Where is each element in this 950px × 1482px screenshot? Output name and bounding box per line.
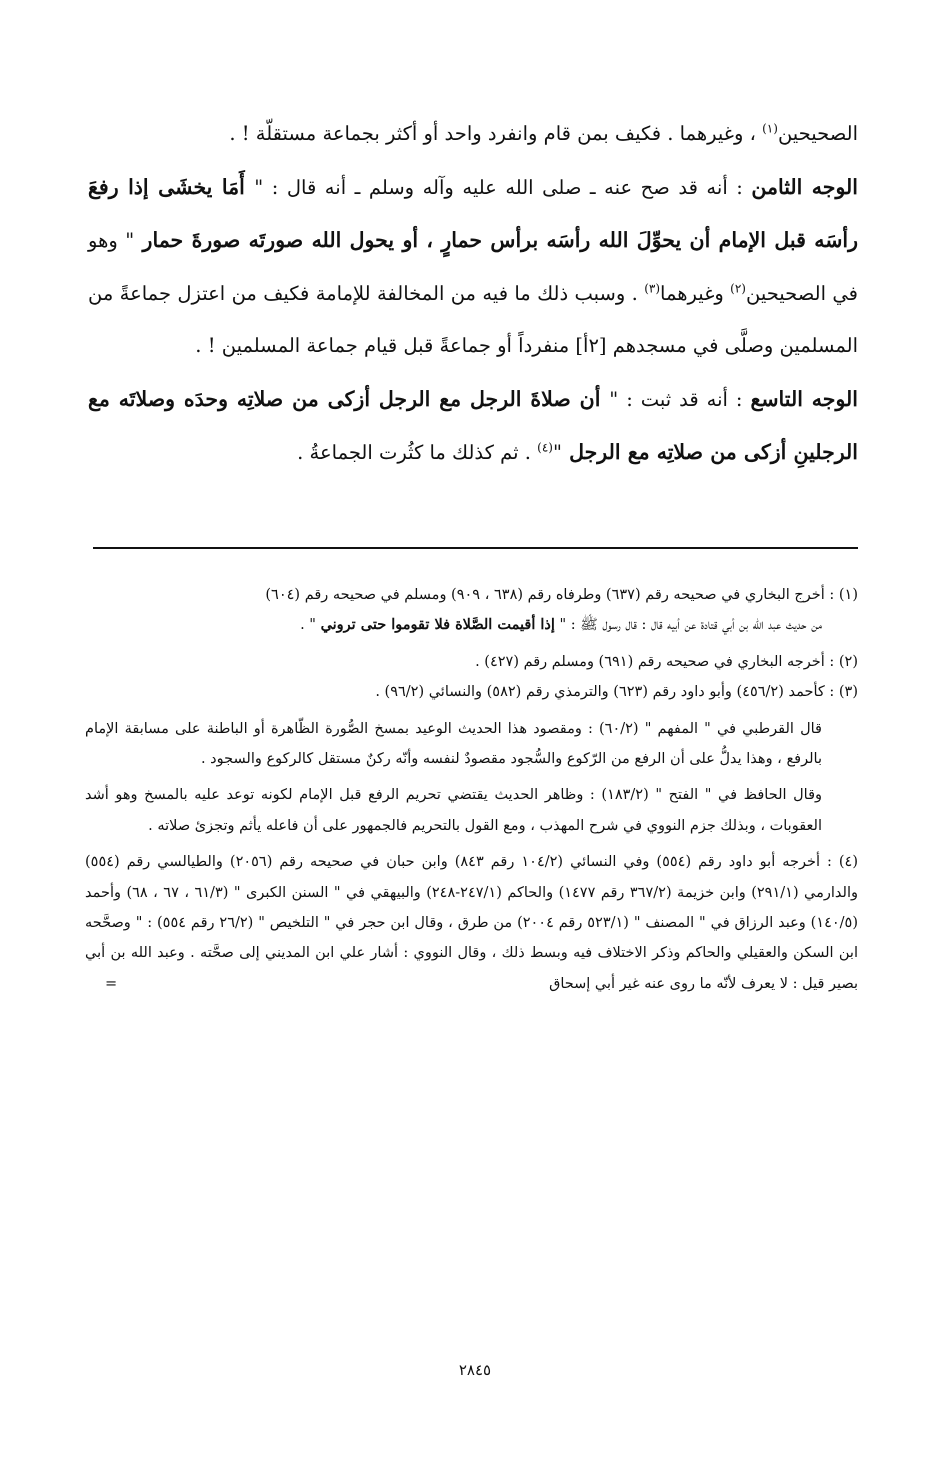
hadith-text-2: أن صلاةَ الرجل مع الرجل أزكى من صلاتِه وحدَه وصلاتَه مع الرجلينِ أزكى من صلاتِه مع الرجل [88, 386, 858, 464]
p2-mid: وغيرهما [660, 281, 731, 305]
paragraph-1 [88, 108, 858, 161]
continuation-mark: = [105, 975, 118, 992]
paragraph-3 [88, 373, 858, 480]
paragraph-2 [88, 161, 858, 373]
footnote-3: (٣) : كأحمد (٤٥٦/٢) وأبو داود رقم (٦٢٣) والترمذي رقم (٥٨٢) والنسائي (٩٦/٢) . [375, 684, 858, 701]
footnote-3-quote-qurtubi: قال القرطبي في " المفهم " (٦٠/٢) : ومقصود هذا الحديث الوعيد بمسخ الصُّورة الظّاهرة أو الباطنة على مسابقة الإمام بالرفع ، وهذا يدلُّ على أن الرفع من الرّكوع والسُّجود مقصودٌ لنفسه وأنّه ركنٌ مستقل كالركوع والسجود . [85, 720, 822, 768]
fn1-end: " . [300, 617, 321, 634]
footnote-1-continuation [85, 610, 858, 640]
footnote-1: (١) : أخرج البخاري في صحيحه رقم (٦٣٧) وطرفاه رقم (٦٣٨ ، ٩٠٩) ومسلم في صحيحه رقم (٦٠٤) [265, 587, 858, 603]
p3-rest: . ثم كذلك ما كثُرت الجماعةُ . [297, 441, 538, 464]
p1-rest: ، وغيرهما . فكيف بمن قام وانفرد واحد أو أكثر بجماعة مستقلّة ! . [229, 122, 763, 145]
p2-intro: : أنه قد صح عنه ـ صلى الله عليه وآله وسلم ـ أنه قال : " [254, 175, 752, 199]
fn4-text: (٤) : أخرجه أبو داود رقم (٥٥٤) وفي النسائي (١٠٤/٢ رقم ٨٤٣) وابن حبان في صحيحه رقم (٢٠٥٦) والطيالسي رقم (٥٥٤) والدارمي (٢٩١/١) وابن خزيمة (٣٦٧/٢ رقم ١٤٧٧) والحاكم (٢٤٧/١-٢٤٨) والبيهقي في " السنن الكبرى " (٦١/٣ ، ٦٧ ، ٦٨) وأحمد (١٤٠/٥) وعبد الرزاق في " المصنف " (٥٢٣/١ رقم ٢٠٠٤) من طرق ، وقال ابن حجر في " التلخيص " (٢٦/٢ رقم ٥٥٤) : " وصحَّحه ابن السكن والعقيلي والحاكم وذكر الاختلاف فيه وبسط ذلك ، وقال النووي : أشار علي ابن المديني إلى صحَّته . وعبد الله بن أبي بصير قيل : لا يعرف لأنّه ما روى عنه غير أبي إسحاق [85, 854, 859, 992]
footnote-ref-2: (٢) [730, 281, 746, 295]
fn1-cont-text: من حديث عبد الله بن أبي قتادة عن أبيه قال : قال رسول ﷺ : " [554, 617, 822, 634]
footnotes [85, 580, 858, 999]
p3-quote: " [552, 441, 562, 464]
p3-intro: : أنه قد ثبت : " [609, 387, 751, 411]
footnote-4 [85, 847, 858, 999]
p1-text: الصحيحين [777, 122, 858, 145]
page-number: ٢٨٤٥ [458, 1361, 492, 1379]
p2-after: " وهو في الصحيحين [88, 229, 858, 305]
hadith-text-1: أَمَا يخشَى إذا رفعَ رأسَه قبل الإمام أن يحوِّلَ الله رأسَه برأس حمارٍ ، أو يحول الله صورتَه صورةَ حمار [88, 174, 858, 252]
p2-rest: . وسبب ذلك ما فيه من المخالفة للإمامة فكيف من اعتزل جماعةً من المسلمين وصلَّى في مسجدهم [٢أ] منفرداً أو جماعةً قبل قيام جماعة المسلمين ! . [88, 281, 858, 357]
footnote-ref-4: (٤) [537, 440, 553, 455]
footnote-ref-3: (٣) [644, 281, 661, 295]
footnote-ref-1: (١) [762, 121, 778, 136]
heading-wajh-8: الوجه الثامن [751, 174, 858, 199]
fn1-hadith: إذا أقيمت الصَّلاة فلا تقوموا حتى تروني [320, 616, 555, 634]
heading-wajh-9: الوجه التاسع [750, 386, 859, 411]
footnote-divider [93, 547, 858, 549]
footnote-3-quote-hafiz: وقال الحافظ في " الفتح " (١٨٣/٢) : وظاهر الحديث يقتضي تحريم الرفع قبل الإمام لكونه توعد عليه بالمسخ وهو أشد العقوبات ، وبذلك جزم النووي في شرح المهذب ، ومع القول بالتحريم فالجمهور على أن فاعله يأثم وتجزئ صلاته . [85, 787, 822, 834]
main-text [88, 108, 858, 480]
footnote-2: (٢) : أخرجه البخاري في صحيحه رقم (٦٩١) ومسلم رقم (٤٢٧) . [475, 653, 858, 670]
